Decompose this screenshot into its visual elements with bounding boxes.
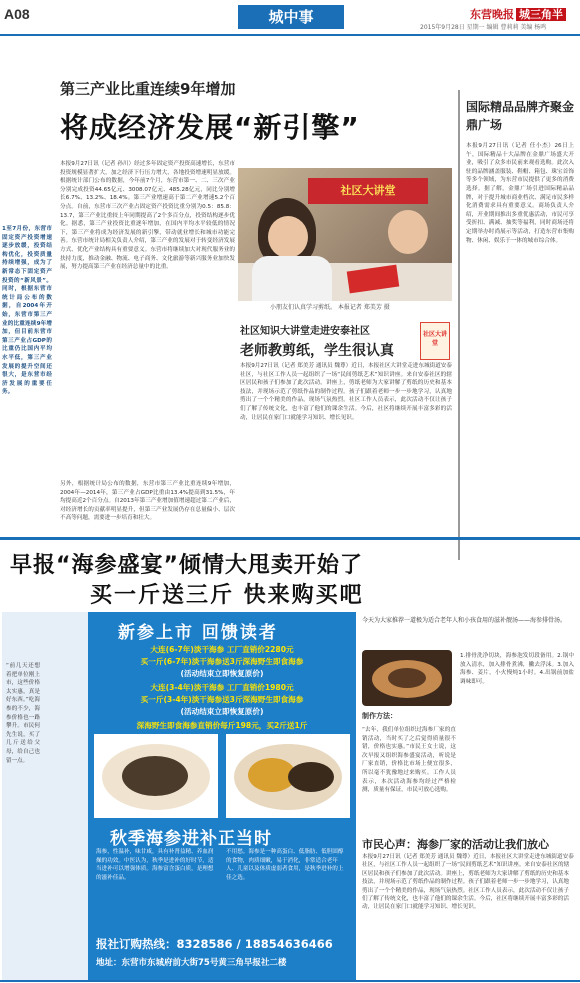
sidebar-summary: 1至7月份，东营市固定资产投资增速逐步放缓，投资结构优化，投资质量持续增强，成为了新常态下固定资产投资的“新风景”。同时，根据东营市统计局公布的数据，自2004年开始，东营市第三产业的比重连续9年增加，但目前东营市第三产业占GDP的比重仍比国内平均水平低，第三产业发展的提升空间还很大，是东营市经济发展的重要任务。 xyxy=(2,226,52,396)
bottom-rule xyxy=(0,980,580,982)
ad-side-panel xyxy=(2,612,88,980)
voice-headline: 市民心声：海参厂家的活动让我们放心 xyxy=(362,838,549,851)
ad-divider xyxy=(0,537,580,540)
logo-tag: 城三角半 xyxy=(516,8,566,21)
article-body: 本报9月27日讯（记者 孙川）经过多年固定资产投资高速增长，东营市投资规模显著扩大，加之经济下行压力增大，各地投资增速明显放缓。根据统计部门公布的数据，今年前7个月，东营市第一、二、三次产业分别完成投资44.65亿元、3008.07亿元、485.28亿元，同比分别增长6.7%、13.2%、18.4%。第三产业增速高于第二产业增速5.2个百分点。自前，东营市三次产业占固定资产投资比重分别为0.5：85.8：13.7，第三产业比重较上年同期提高了2个多百分点，投资结构逐步优化。据悉，第三产业投资比重逐年增加，在国内平均水平较低的情况下，第三产业将成为经济发展的新引擎，带动就业增长和城市功能完善。东营市统计局相关负责人介绍，第三产业的发展对于转变经济发展方式、优化产业结构具有重要意义。东营市将继续加大对现代服务业的扶持力度，推动金融、物流、电子商务、文化旅游等新兴服务业加快发展，努力提高第三产业在经济总量中的比重。 xyxy=(60,161,235,271)
ad-offer-line: 买一斤(6-7年)淡干海参送3斤深海野生即食海参 xyxy=(140,657,304,666)
photo-caption: 小朋友们认真学习剪纸。 本报记者 郑美芳 摄 xyxy=(270,304,390,311)
newspaper-logo xyxy=(470,6,566,22)
ad-body-left: 海参，性温补，味甘咸，具有补肾益精、养血润燥的功效。中医认为，秋季是进补的好时节，适当进补可以增强体质。海参富含蛋白质，是理想的滋补佳品。 xyxy=(96,849,214,881)
story-body: 本报9月27日讯（记者 郑美芳 通讯员 魏尊）近日，本报社区大讲堂走进东城街道安泰社区，与社区工作人员一起组织了一场“民间剪纸艺术”知识讲座。来自安泰社区的辖区居民和孩子们参加了此次活动。讲座上，剪纸老师为大家讲解了剪纸的历史和基本技法，并现场示范了剪纸作品的制作过程。孩子们跟着老师一步一步地学习，认真地剪出了一个个精美的作品，现场气氛热烈。社区工作人员表示，此次活动不仅让孩子们了解了传统文化，也丰富了他们的课余生活。今后，社区将继续开展丰富多彩的活动，让居民在家门口就能学习知识、增长见识。 xyxy=(240,363,452,421)
page-number: A08 xyxy=(4,6,30,22)
ad-offer-note: (活动结束立即恢复原价) xyxy=(180,707,264,716)
child-shirt xyxy=(252,256,332,301)
ad-headline-1: 早报“海参盛宴”倾情大甩卖开始了 xyxy=(10,553,363,578)
sea-cucumber xyxy=(122,756,188,796)
section-title: 城中事 xyxy=(238,5,344,29)
soup-ingredients xyxy=(388,668,426,688)
ad-box-title-1: 新参上市 回馈读者 xyxy=(118,623,278,643)
article-kicker: 第三产业比重连续9年增加 xyxy=(60,80,236,98)
article-headline: 将成经济发展“新引擎” xyxy=(60,111,360,144)
recipe-text: 1.排骨洗净切块，海参泡发切段备用。2.锅中放入清水，加入排骨煮沸，撇去浮沫。3.加入海参、姜片，小火慢炖1小时。4.出锅前加盐调味即可。 xyxy=(460,653,574,685)
recipe-steps: “去年，我们单位组织过海参厂家的直销活动，当时买了之后觉得质量很不错，价格也实惠。”市民王女士说，这次早报又组织海参盛宴活动，听说是厂家直销，价格比市场上便宜很多，所以毫不犹豫地过来购买。工作人员表示，本次活动海参均经过严格检测，质量有保证，市民可放心选购。 xyxy=(362,727,456,794)
voice-body: 本报9月27日讯（记者 郑美芳 通讯员 魏尊）近日，本报社区大讲堂走进东城街道安泰社区，与社区工作人员一起组织了一场“民间剪纸艺术”知识讲座。来自安泰社区的辖区居民和孩子们参加了此次活动。讲座上，剪纸老师为大家讲解了剪纸的历史和基本技法，并现场示范了剪纸作品的制作过程。孩子们跟着老师一步一步地学习，认真地剪出了一个个精美的作品，现场气氛热烈。社区工作人员表示，此次活动不仅让孩子们了解了传统文化，也丰富了他们的课余生活。今后，社区将继续开展丰富多彩的活动，让居民在家门口就能学习知识、增长见识。 xyxy=(362,854,574,911)
ad-headline-2: 买一斤送三斤 快来购买吧 xyxy=(90,583,364,608)
ad-offer-line: 深海野生即食海参直销价每斤198元，买2斤送1斤 xyxy=(136,721,308,730)
right-article-headline: 国际精品品牌齐聚金鼎广场 xyxy=(466,100,575,132)
child-face-2 xyxy=(388,210,428,254)
news-photo xyxy=(238,168,452,301)
ad-box xyxy=(88,612,356,980)
recipe-intro: 今天为大家推荐一道极为适合老年人和小孩食用的滋补靓汤——海参排骨汤。 xyxy=(362,617,567,624)
article-body-2: 另外，根据统计局公布的数据，东营市第三产业比重连续9年增加，2004年—2014年，第三产业占GDP比重由13.4%提高到31.5%，年均提高近2个百分点。自2013年第三产业增加值增速超过第二产业后，对经济增长的贡献率明显提升，但第三产业发展仍存在总量偏小、层次不高等问题，需要进一步培育和壮大。 xyxy=(60,481,235,522)
logo-text: 东营晚报 xyxy=(470,8,514,21)
story-headline: 老师教剪纸，学生很认真 xyxy=(240,343,394,359)
ad-address: 地址：东营市东城府前大街75号黄三角早报社二楼 xyxy=(96,958,287,968)
soup-photo xyxy=(362,650,452,706)
sea-cucumber xyxy=(288,762,334,792)
child-face xyxy=(268,216,308,258)
ad-side-text: “前几天还想着把单位刚上市，这些价格太实惠，真是好东西。”吃海参的不少，海参价格也一路攀升。市民何先生说，买了几斤送给父母，给自己也留一点。 xyxy=(6,663,40,764)
ad-offer-note: (活动结束立即恢复原价) xyxy=(180,669,264,678)
story-subhead: 社区知识大讲堂走进安泰社区 xyxy=(240,326,370,337)
recipe-steps-title: 制作方法： xyxy=(362,712,397,720)
photo-banner: 社区大讲堂 xyxy=(308,178,428,204)
ad-offer-line: 大连(6-7年)淡干海参 工厂直销价2280元 xyxy=(150,645,294,654)
ad-body-right: 不用愁。海参是一种高蛋白、低脂肪、低胆固醇的食物，肉质细嫩，易于消化，非常适合老年人、儿童以及体质虚弱者食用，是秋季进补的上佳之选。 xyxy=(226,849,344,881)
papercut-badge: 社区大讲堂 xyxy=(420,322,450,360)
dateline: 2015年9月28日 星期一 编辑 曹莉莉 美编 杨鸣 xyxy=(420,24,547,31)
ad-offer-line: 买一斤(3-4年)淡干海参送3斤深海野生即食海参 xyxy=(140,695,304,704)
right-article-body: 本报9月27日讯（记者 任小杰）26日上午，国际精品十大品牌在金鼎广场盛大开业，吸引了众多市民前来观看选购。此次入驻的品牌涵盖服装、鞋帽、箱包、珠宝首饰等多个领域，为东营市民提供了更多的消费选择。据了解，金鼎广场引进国际精品品牌，对于提升城市商业档次、满足市民多样化消费需求具有重要意义。商场负责人介绍，开业期间推出多重优惠活动，市民可享受折扣、满减、抽奖等福利，同时商场还将定期举办时尚展示等活动，打造东营市集购物、休闲、娱乐于一体的城市综合体。 xyxy=(466,143,574,244)
ad-box-title-2: 秋季海参进补正当时 xyxy=(110,829,272,849)
sea-cucumber-photo xyxy=(94,734,218,818)
page-header xyxy=(0,0,580,36)
ad-phone: 报社订购热线：8328586 / 18854636466 xyxy=(96,937,333,951)
column-divider xyxy=(458,90,460,560)
ad-offer-line: 大连(3-4年)淡干海参 工厂直销价1980元 xyxy=(150,683,294,692)
dish-photo xyxy=(226,734,350,818)
